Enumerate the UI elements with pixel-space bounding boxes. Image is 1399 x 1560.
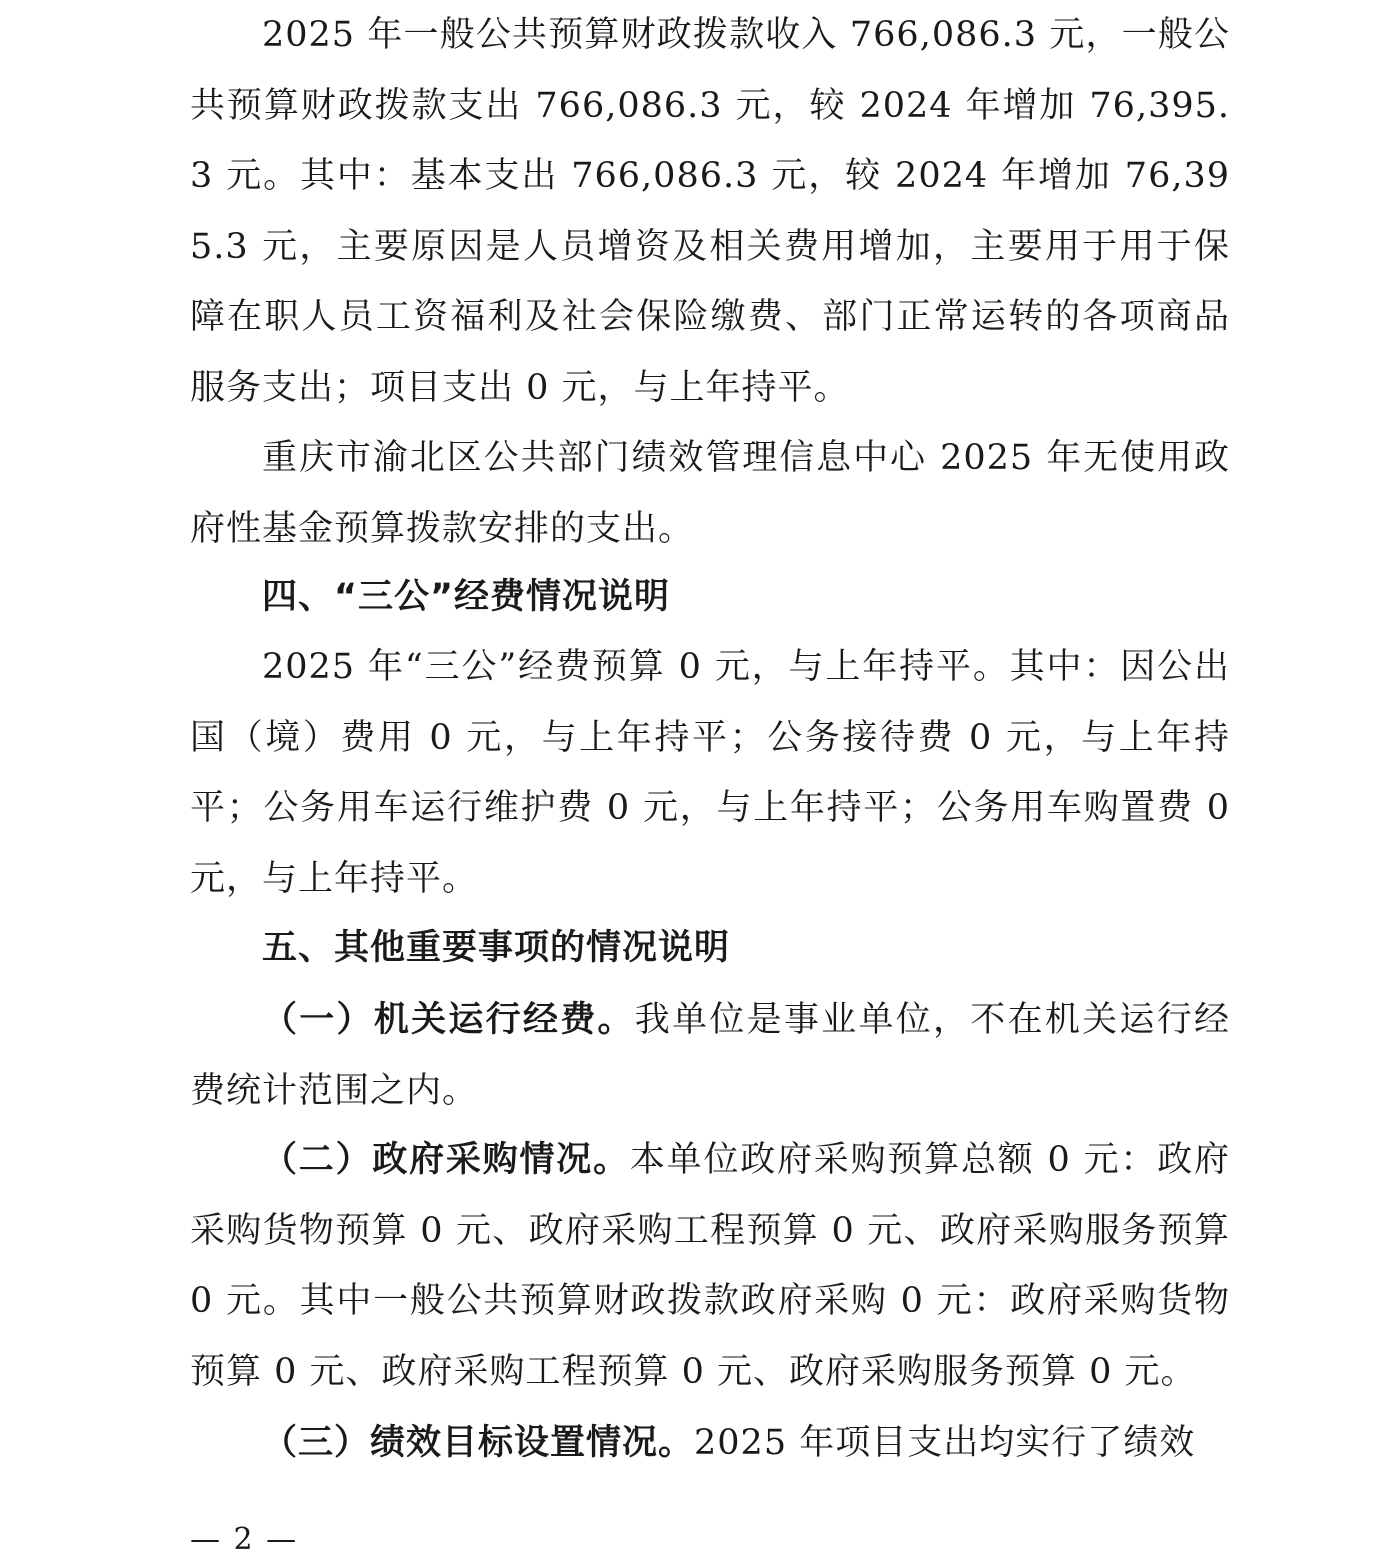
section-heading-other-matters: 五、其他重要事项的情况说明 xyxy=(262,928,731,968)
page-number: — 2 — xyxy=(190,1522,299,1557)
paragraph-government-fund: 重庆市渝北区公共部门绩效管理信息中心 2025 年无使用政府性基金预算拨款安排的支出。 xyxy=(190,438,1230,549)
subsection-body-performance-targets: 2025 年项目支出均实行了绩效 xyxy=(694,1423,1196,1463)
subsection-body-government-procurement: 本单位政府采购预算总额 0 元：政府采购货物预算 0 元、政府采购工程预算 0 元、政府采购服务预算 0 元。其中一般公共预算财政拨款政府采购 0 元：政府采购货物预算 0 元、政府采购工程预算 0 元、政府采购服务预算 0 元。 xyxy=(190,1140,1230,1392)
subsection-title-performance-targets: （三）绩效目标设置情况。 xyxy=(262,1423,695,1463)
paragraph-operating-expenses xyxy=(190,985,1230,1126)
section-heading-three-public: 四、“三公”经费情况说明 xyxy=(262,577,671,617)
paragraph-government-procurement xyxy=(190,1125,1230,1407)
subsection-body-operating-expenses: 我单位是事业单位，不在机关运行经费统计范围之内。 xyxy=(190,1000,1230,1111)
subsection-title-operating-expenses: （一）机关运行经费。 xyxy=(262,1000,635,1040)
paragraph-budget-summary: 2025 年一般公共预算财政拨款收入 766,086.3 元，一般公共预算财政拨款支出 766,086.3 元，较 2024 年增加 76,395.3 元。其中：基本支出 766,086.3 元，较 2024 年增加 76,395.3 元，主要原因是人员增资及相关费用增加，主要用于用于保障在职人员工资福利及社会保险缴费、部门正常运转的各项商品服务支出；项目支出 0 元，与上年持平。 xyxy=(190,15,1230,408)
paragraph-three-public-expenses: 2025 年“三公”经费预算 0 元，与上年持平。其中：因公出国（境）费用 0 元，与上年持平；公务接待费 0 元，与上年持平；公务用车运行维护费 0 元，与上年持平；公务用车购置费 0 元，与上年持平。 xyxy=(190,647,1230,899)
subsection-title-government-procurement: （二）政府采购情况。 xyxy=(262,1140,630,1180)
paragraph-performance-targets xyxy=(190,1408,1230,1479)
